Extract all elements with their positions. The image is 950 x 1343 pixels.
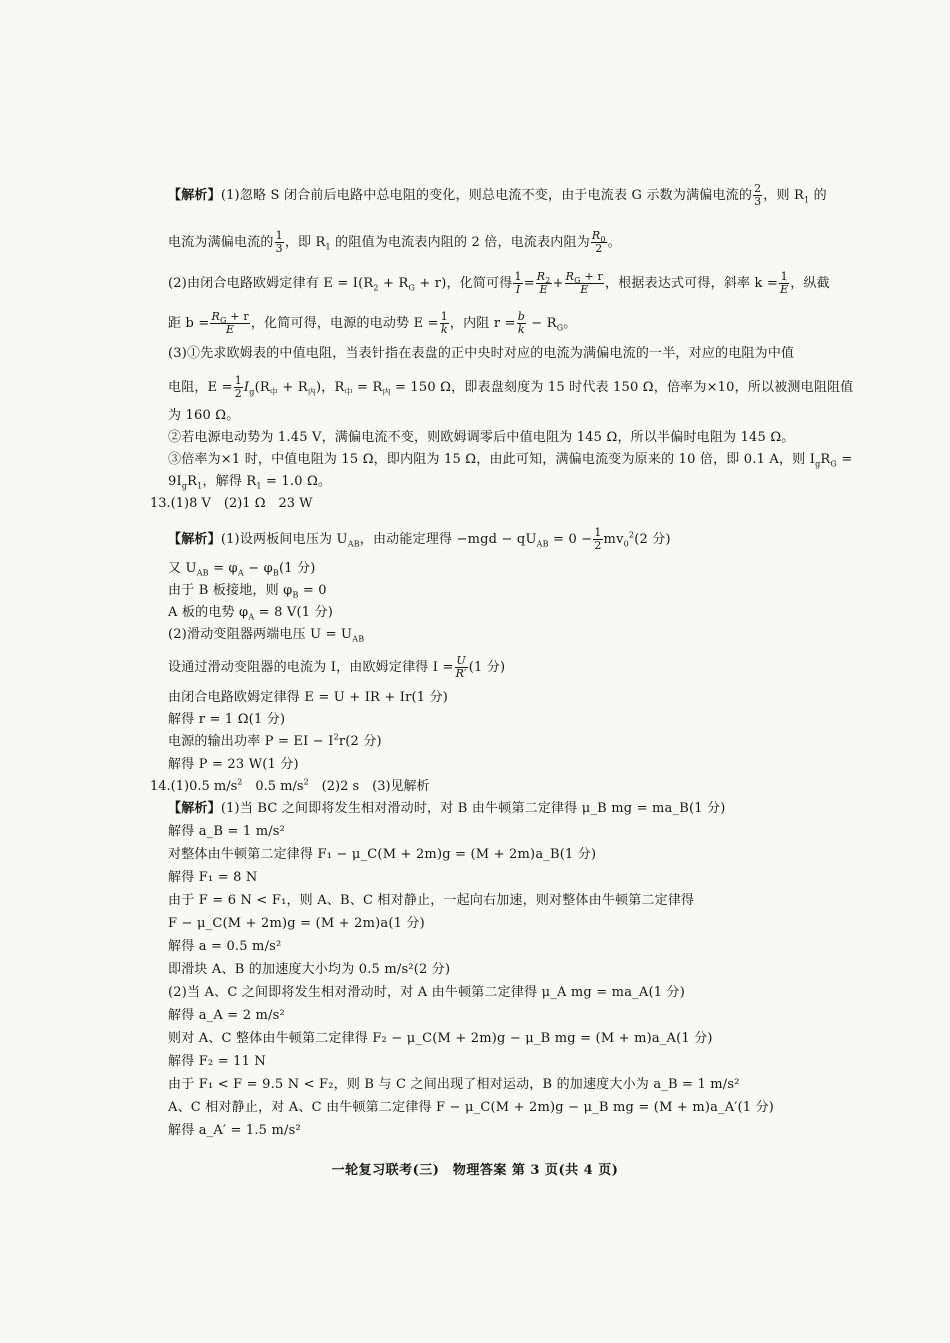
subscript: 0: [600, 235, 606, 245]
text: (1)当 BC 之间即将发生相对滑动时，对 B 由牛顿第二定律得 μ_B mg = ma_B(1 分): [220, 801, 726, 816]
text: ，纵截: [790, 276, 830, 291]
text: = R: [352, 380, 383, 395]
numerator: 1: [514, 270, 522, 283]
q13-line-7: 由闭合电路欧姆定律得 E = U + IR + Ir(1 分): [168, 690, 449, 705]
text: ，由动能定理得 −mgd − qU: [359, 532, 537, 547]
symbol: R: [211, 310, 220, 323]
fraction: [455, 655, 468, 680]
denominator: E: [226, 323, 235, 336]
page-footer: 一轮复习联考(三) 物理答案 第 3 页(共 4 页): [331, 1163, 619, 1178]
fraction: [513, 271, 522, 296]
p12-line-10: [168, 474, 331, 490]
subscript: G: [408, 283, 416, 293]
subscript: AB: [196, 568, 209, 578]
fraction: [517, 311, 526, 336]
q13-line-3: [168, 583, 327, 599]
numerator: 1: [275, 229, 283, 242]
subscript: g: [815, 459, 821, 469]
p12-line-4: [168, 311, 576, 336]
subscript: 1: [197, 481, 203, 491]
fraction: [536, 271, 552, 296]
fraction: [440, 311, 449, 336]
superscript: 2: [333, 732, 339, 742]
symbol: I: [243, 380, 250, 395]
p12-line-8: ②若电源电动势为 1.45 V，满偏电流不变，则欧姆调零后中值电阻为 145 Ω，所以半偏时电阻为 145 Ω。: [168, 430, 795, 445]
text: + R: [378, 276, 409, 291]
q13-answer: 13.(1)8 V (2)1 Ω 23 W: [150, 496, 313, 511]
fraction: [591, 230, 607, 255]
fraction: [779, 271, 789, 296]
q13-line-8: 解得 r = 1 Ω(1 分): [168, 712, 286, 727]
subscript: 1: [804, 195, 810, 205]
subscript: 内: [307, 387, 317, 397]
q14-line-1: [168, 801, 726, 817]
text: + r)，化简可得: [415, 276, 513, 291]
q14-line-11: 则对 A、C 整体由牛顿第二定律得 F₂ − μ_C(M + 2m)g − μ_B mg = (M + m)a_A(1 分): [168, 1031, 713, 1046]
text: = 0: [298, 583, 327, 598]
text: 。: [563, 316, 577, 331]
text: + r: [226, 310, 249, 323]
subscript: 内: [382, 387, 391, 397]
fraction: [753, 183, 762, 208]
subscript: 1: [325, 242, 331, 252]
fraction: [210, 311, 249, 336]
subscript: 2: [373, 283, 379, 293]
text: ，内阻 r =: [449, 316, 516, 331]
denominator: k: [440, 323, 448, 336]
text: =: [837, 452, 853, 467]
denominator: R′: [455, 667, 467, 680]
text: ，即 R: [284, 235, 326, 250]
fraction: [275, 230, 284, 255]
q14-line-6: F − μ_C(M + 2m)g = (M + 2m)a(1 分): [168, 916, 425, 931]
superscript: 2: [237, 777, 243, 787]
text: (2)2 s (3)见解析: [308, 779, 430, 794]
analysis-tag: 【解析】: [168, 532, 221, 547]
text: = φ: [208, 561, 238, 576]
text: = 150 Ω，即表盘刻度为 15 时代表 150 Ω，倍率为×10，所以被测电阻阻值: [390, 380, 854, 395]
text: 的阻值为电流表内阻的 2 倍，电流表内阻为: [330, 235, 590, 250]
text: )，R: [316, 380, 345, 395]
denominator: 2: [595, 242, 603, 255]
denominator: 2: [594, 539, 602, 552]
p12-line-1: [168, 183, 827, 208]
text: 电源的输出功率 P = EI − I: [168, 734, 334, 749]
denominator: I: [515, 283, 521, 296]
symbol: R: [591, 229, 601, 242]
text: 0.5 m/s: [242, 779, 304, 794]
superscript: 2: [303, 777, 309, 787]
subscript: B: [292, 590, 299, 600]
subscript: A: [237, 568, 244, 578]
text: mv: [603, 532, 624, 547]
numerator: U: [456, 654, 466, 667]
denominator: 3: [754, 195, 762, 208]
text: (2)由闭合电路欧姆定律有 E = I(R: [168, 276, 374, 291]
text: R: [187, 474, 198, 489]
text: − φ: [243, 561, 273, 576]
numerator: 2: [754, 182, 762, 195]
numerator: b: [517, 310, 525, 323]
text: 又 U: [168, 561, 197, 576]
text: (2 分): [634, 532, 671, 547]
text: + r: [580, 270, 604, 283]
numerator: 1: [594, 526, 602, 539]
superscript: 2: [628, 530, 635, 540]
text: (R: [254, 380, 270, 395]
numerator: 1: [234, 374, 242, 387]
plus: +: [552, 276, 564, 291]
p12-line-5: (3)①先求欧姆表的中值电阻，当表针指在表盘的正中央时对应的电流为满偏电流的一半，对应的电阻为中值: [168, 346, 795, 361]
q14-line-5: 由于 F = 6 N < F₁，则 A、B、C 相对静止，一起向右加速，则对整体由牛顿第二定律得: [168, 893, 695, 908]
q14-line-3: 对整体由牛顿第二定律得 F₁ − μ_C(M + 2m)g = (M + 2m)a_B(1 分): [168, 847, 597, 862]
denominator: 3: [275, 242, 283, 255]
q14-line-2: 解得 a_B = 1 m/s²: [168, 824, 286, 839]
denominator: E: [780, 283, 789, 296]
subscript: G: [574, 276, 581, 286]
text: 由于 B 板接地，则 φ: [168, 583, 293, 598]
text: ，化简可得，电源的电动势 E =: [250, 316, 439, 331]
text: (1)忽略 S 闭合前后电路中总电阻的变化，则总电流不变，由于电流表 G 示数为满偏电流的: [220, 188, 753, 203]
q13-line-5: [168, 627, 364, 643]
text: r(2 分): [338, 734, 382, 749]
text: ，根据表达式可得，斜率 k =: [605, 276, 779, 291]
text: (2)滑动变阻器两端电压 U = U: [168, 627, 353, 642]
fraction: [593, 527, 602, 552]
text: = 1.0 Ω。: [261, 474, 332, 489]
symbol: R: [565, 270, 575, 283]
text: (1)设两板间电压为 U: [220, 532, 348, 547]
subscript: 0: [623, 539, 629, 549]
text: + R: [278, 380, 308, 395]
text: − R: [526, 316, 557, 331]
text: R: [820, 452, 831, 467]
subscript: AB: [536, 539, 549, 549]
symbol: R: [536, 270, 546, 283]
numerator: 1: [440, 310, 448, 323]
text: 设通过滑动变阻器的电流为 I，由欧姆定律得 I =: [168, 660, 454, 675]
p12-line-9: [168, 452, 852, 468]
text: 距 b =: [168, 316, 210, 331]
p12-line-7: 为 160 Ω。: [168, 408, 240, 423]
denominator: k: [517, 323, 525, 336]
q13-line-10: 解得 P = 23 W(1 分): [168, 757, 299, 772]
p12-line-3: [168, 271, 830, 296]
text: 。: [607, 235, 621, 250]
denominator: E: [580, 283, 589, 296]
analysis-tag: 【解析】: [168, 801, 221, 816]
subscript: AB: [347, 539, 360, 549]
p12-line-2: [168, 230, 621, 255]
q14-line-10: 解得 a_A = 2 m/s²: [168, 1008, 285, 1023]
subscript: G: [830, 459, 837, 469]
q13-line-9: [168, 734, 382, 750]
text: ，则 R: [763, 188, 804, 203]
denominator: E: [539, 283, 548, 296]
q14-line-7: 解得 a = 0.5 m/s²: [168, 939, 282, 954]
subscript: B: [272, 568, 279, 578]
q13-line-6: [168, 655, 505, 680]
q13-line-2: [168, 561, 316, 577]
subscript: G: [556, 323, 564, 333]
analysis-tag: 【解析】: [168, 188, 221, 203]
text: (1 分): [278, 561, 316, 576]
text: A 板的电势 φ: [168, 605, 249, 620]
subscript: g: [181, 481, 188, 491]
text: 电阻，E =: [168, 380, 233, 395]
subscript: g: [249, 387, 255, 397]
subscript: AB: [352, 634, 365, 644]
denominator: 2: [234, 387, 242, 400]
text: = 0 −: [548, 532, 593, 547]
fraction: [565, 271, 604, 296]
q13-line-1: [168, 527, 671, 552]
q14-line-8: 即滑块 A、B 的加速度大小均为 0.5 m/s²(2 分): [168, 962, 451, 977]
text: 9I: [168, 474, 182, 489]
subscript: 中: [344, 387, 353, 397]
text: (1 分): [468, 660, 506, 675]
subscript: A: [248, 612, 255, 622]
text: ，解得 R: [202, 474, 257, 489]
subscript: 2: [545, 276, 551, 286]
text: 的: [809, 188, 827, 203]
q14-line-12: 解得 F₂ = 11 N: [168, 1054, 266, 1069]
q14-line-14: A、C 相对静止，对 A、C 由牛顿第二定律得 F − μ_C(M + 2m)g − μ_B mg = (M + m)a_A′(1 分): [168, 1100, 775, 1115]
p12-line-6: [168, 375, 853, 400]
subscript: 中: [269, 387, 279, 397]
subscript: 1: [256, 481, 262, 491]
subscript: G: [219, 316, 227, 326]
q14-line-9: (2)当 A、C 之间即将发生相对滑动时，对 A 由牛顿第二定律得 μ_A mg = ma_A(1 分): [168, 985, 685, 1000]
equals: =: [523, 276, 535, 291]
text: 电流为满偏电流的: [168, 235, 274, 250]
q14-line-13: 由于 F₁ < F = 9.5 N < F₂，则 B 与 C 之间出现了相对运动，B 的加速度大小为 a_B = 1 m/s²: [168, 1077, 740, 1092]
q14-line-15: 解得 a_A′ = 1.5 m/s²: [168, 1123, 301, 1138]
text: = 8 V(1 分): [254, 605, 334, 620]
text: ③倍率为×1 时，中值电阻为 15 Ω，即内阻为 15 Ω，由此可知，满偏电流变为原来的 10 倍，即 0.1 A，则 I: [168, 452, 816, 467]
q14-answer: [150, 779, 430, 795]
q14-line-4: 解得 F₁ = 8 N: [168, 870, 258, 885]
q13-line-4: [168, 605, 333, 621]
numerator: 1: [780, 270, 788, 283]
text: 14.(1)0.5 m/s: [150, 779, 238, 794]
fraction: [234, 375, 243, 400]
